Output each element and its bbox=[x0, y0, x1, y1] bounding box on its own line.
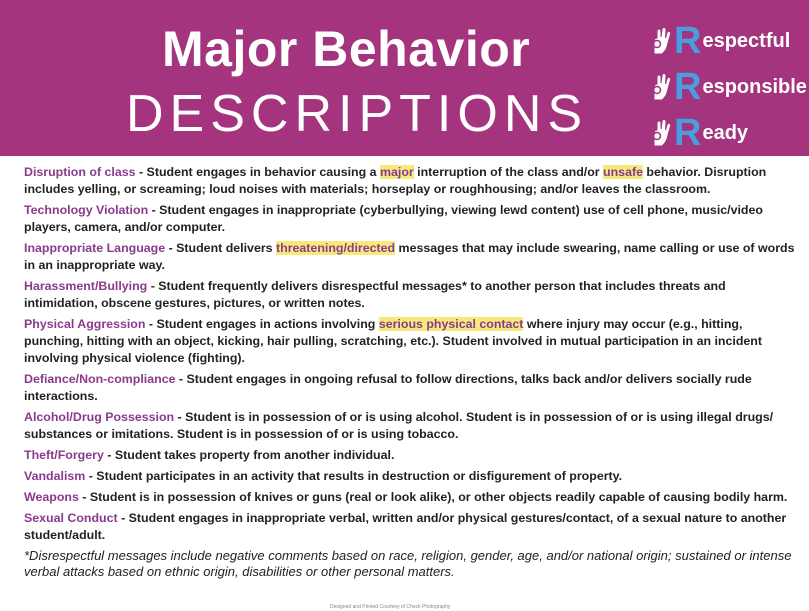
entry-term: Defiance/Non-compliance bbox=[24, 372, 176, 386]
entry-text: where injury may occur (e.g., hitting, punching, hitting with an object, kicking, hair pulling, scratching, etc.). Student involved in mutual participation in an incident involving physical violence (fighting). bbox=[24, 317, 762, 365]
header-banner bbox=[0, 0, 809, 156]
ok-hand-icon bbox=[648, 26, 674, 56]
behavior-list bbox=[24, 164, 800, 580]
entry-disruption bbox=[24, 164, 800, 198]
entry-physical-aggression bbox=[24, 316, 800, 367]
title-main: Major Behavior bbox=[162, 21, 531, 77]
entry-text: - Student engages in inappropriate verbal, written and/or physical gestures/contact, of a sexual nature to another student/adult. bbox=[24, 511, 787, 542]
entry-inappropriate-language bbox=[24, 240, 800, 274]
values-list bbox=[648, 18, 808, 156]
entry-text: - Student participates in an activity that results in destruction or disfigurement of property. bbox=[85, 469, 623, 483]
entry-term: Physical Aggression bbox=[24, 317, 146, 331]
value-respectful bbox=[648, 18, 808, 64]
entry-text: - Student takes property from another individual. bbox=[103, 448, 395, 462]
entry-term: Vandalism bbox=[24, 469, 86, 483]
highlight: serious physical contact bbox=[378, 317, 524, 331]
entry-text: - Student is in possession of or is using alcohol. Student is in possession of or is using illegal drugs/ substances or imitations. Student is in possession of or is using tobacco. bbox=[24, 410, 774, 441]
value-ready bbox=[648, 110, 808, 156]
highlight: major bbox=[379, 165, 414, 179]
entry-defiance bbox=[24, 371, 800, 405]
entry-text: - Student engages in inappropriate (cyberbullying, viewing lewd content) use of cell phone, music/video players, camera, and/or computer. bbox=[24, 203, 763, 234]
title-sub: DESCRIPTIONS bbox=[126, 85, 589, 143]
footnote: *Disrespectful messages include negative comments based on race, religion, gender, age, and/or national origin; sustained or intense verbal attacks based on ethnic origin, disabilities or other personal matters. bbox=[24, 548, 792, 579]
entry-text: - Student delivers bbox=[165, 241, 276, 255]
value-responsible bbox=[648, 64, 808, 110]
entry-harassment bbox=[24, 278, 800, 312]
entry-theft bbox=[24, 447, 800, 464]
value-word: eady bbox=[702, 121, 749, 144]
value-word: esponsible bbox=[702, 75, 807, 98]
entry-text: interruption of the class and/or bbox=[413, 165, 604, 179]
entry-term: Sexual Conduct bbox=[24, 511, 118, 525]
entry-term: Technology Violation bbox=[24, 203, 149, 217]
entry-term: Disruption of class bbox=[24, 165, 136, 179]
entry-term: Weapons bbox=[24, 490, 79, 504]
entry-term: Harassment/Bullying bbox=[24, 279, 148, 293]
entry-vandalism bbox=[24, 468, 800, 485]
ok-hand-icon bbox=[648, 72, 674, 102]
highlight: threatening/directed bbox=[276, 241, 396, 255]
entry-weapons bbox=[24, 489, 800, 506]
value-letter: R bbox=[674, 20, 702, 62]
entry-text: - Student is in possession of knives or guns (real or look alike), or other objects readily capable of causing bodily harm. bbox=[78, 490, 788, 504]
entry-alcohol-drug bbox=[24, 409, 800, 443]
entry-text: - Student frequently delivers disrespectful messages* to another person that includes threats and intimidation, obscene gestures, pictures, or written notes. bbox=[24, 279, 726, 310]
entry-text: - Student engages in ongoing refusal to follow directions, talks back and/or delivers socially rude interactions. bbox=[24, 372, 752, 403]
value-letter: R bbox=[674, 66, 702, 108]
entry-text: - Student engages in actions involving bbox=[145, 317, 379, 331]
value-letter: R bbox=[674, 112, 702, 154]
entry-text: behavior. Disruption includes yelling, or screaming; loud noises with materials; horseplay or roughhousing; and/or leaves the classroom. bbox=[24, 165, 767, 196]
entry-term: Alcohol/Drug Possession bbox=[24, 410, 175, 424]
entry-text: messages that may include swearing, name calling or use of words in an inappropriate way. bbox=[24, 241, 795, 272]
highlight: unsafe bbox=[603, 165, 643, 179]
entry-technology-violation bbox=[24, 202, 800, 236]
entry-term: Theft/Forgery bbox=[24, 448, 104, 462]
value-word: espectful bbox=[702, 29, 791, 52]
ok-hand-icon bbox=[648, 118, 674, 148]
entry-term: Inappropriate Language bbox=[24, 241, 166, 255]
entry-sexual-conduct bbox=[24, 510, 800, 544]
entry-text: - Student engages in behavior causing a bbox=[135, 165, 380, 179]
credit-line: Designed and Printed Courtesy of Check Photography bbox=[330, 604, 451, 610]
